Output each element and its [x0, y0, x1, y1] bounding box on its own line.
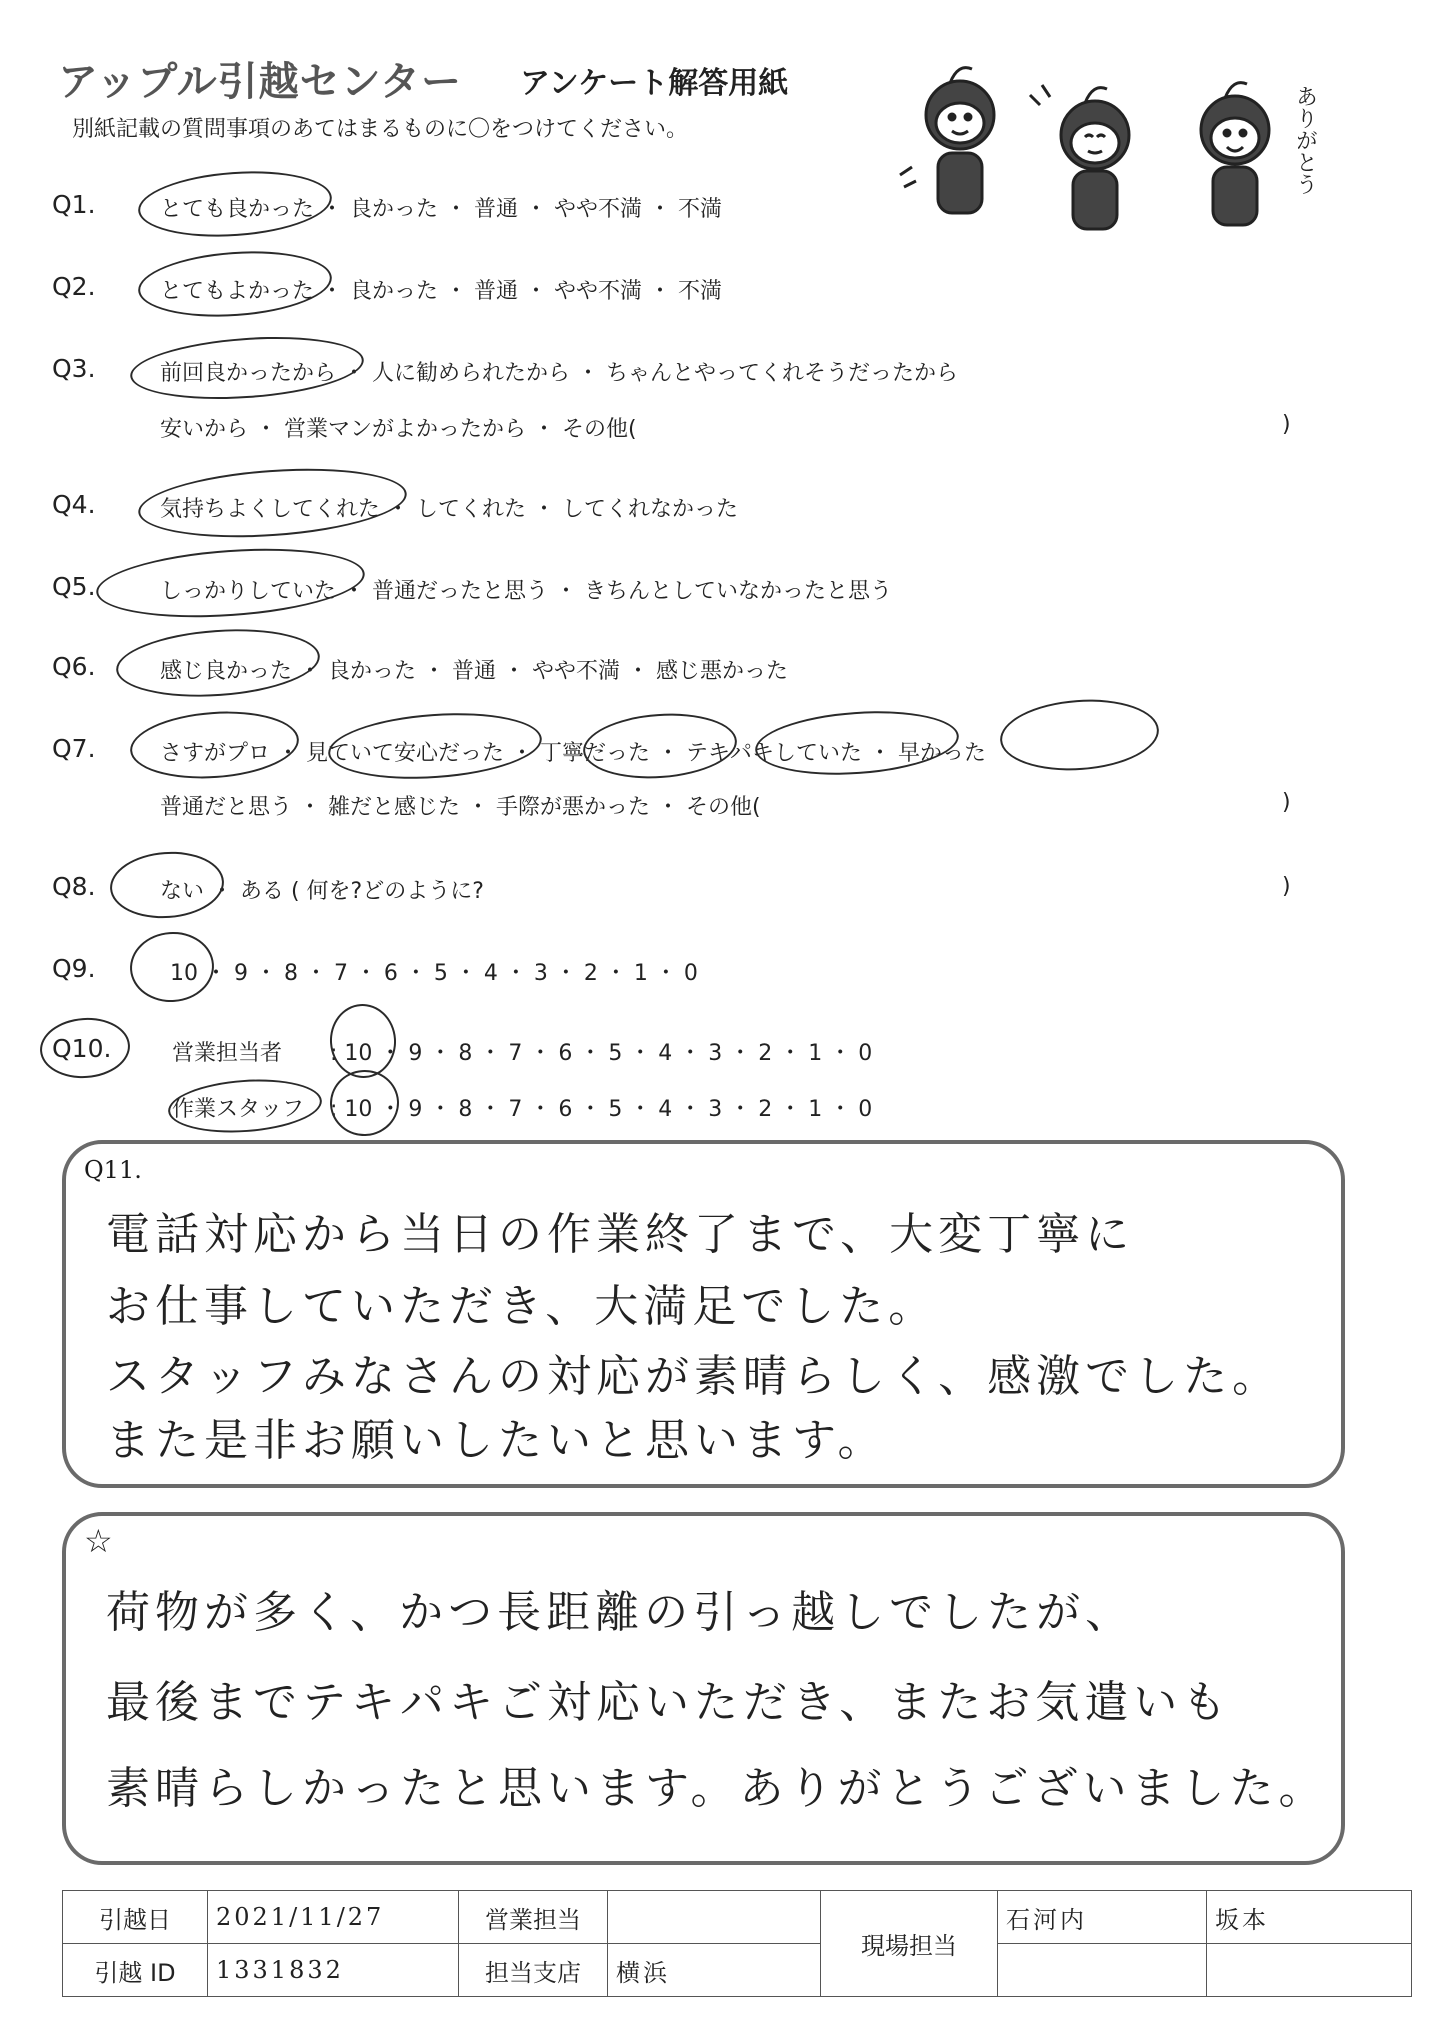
instruction-text: 別紙記載の質問事項のあてはまるものに〇をつけてください。 — [72, 117, 689, 142]
q11-comment-box — [62, 1140, 1345, 1488]
answer-circle — [128, 706, 301, 784]
q10-staff-label: 作業スタッフ — [172, 1097, 305, 1122]
q7-paren-close: ) — [1282, 790, 1291, 815]
answer-circle — [136, 245, 334, 322]
q8-label: Q8. — [52, 872, 96, 901]
answer-circle — [128, 330, 366, 406]
q8-paren-close: ) — [1282, 874, 1291, 899]
form-subtitle: アンケート解答用紙 — [520, 66, 789, 101]
q7-options-line1: さすがプロ ・ 見ていて安心だった ・ 丁寧だった ・ テキパキしていた ・ 早かった — [160, 741, 986, 766]
footer-info-table — [62, 1890, 1412, 1997]
answer-circle — [108, 848, 226, 922]
q5-options: しっかりしていた ・ 普通だったと思う ・ きちんとしていなかったと思う — [160, 579, 892, 604]
answer-circle — [326, 707, 544, 786]
q10-staff-scale: : 10 ・ 9 ・ 8 ・ 7 ・ 6 ・ 5 ・ 4 ・ 3 ・ 2 ・ 1 ・ 0 — [330, 1097, 873, 1122]
q4-options: 気持ちよくしてくれた ・ してくれた ・ してくれなかった — [160, 497, 738, 522]
brand-title: アップル引越センター — [58, 59, 462, 105]
answer-circle — [94, 541, 367, 626]
star-comment-line: 最後までテキパキご対応いただき、またお気遣いも — [106, 1677, 1232, 1728]
q11-line: また是非お願いしたいと思います。 — [106, 1415, 887, 1466]
answer-circle — [136, 461, 409, 546]
q7-label: Q7. — [52, 734, 96, 763]
q2-options: とてもよかった ・ 良かった ・ 普通 ・ やや不満 ・ 不満 — [160, 279, 722, 304]
q4-label: Q4. — [52, 490, 96, 519]
q10-sales-scale: : 10 ・ 9 ・ 8 ・ 7 ・ 6 ・ 5 ・ 4 ・ 3 ・ 2 ・ 1 ・ 0 — [330, 1041, 873, 1066]
star-comment-line: 素晴らしかったと思います。ありがとうございました。 — [106, 1763, 1328, 1814]
q11-line: お仕事していただき、大満足でした。 — [106, 1281, 938, 1332]
q8-options: ない ・ ある ( 何を?どのように? — [160, 879, 484, 904]
answer-circle — [166, 1075, 323, 1138]
answer-circle — [998, 695, 1161, 776]
answer-circle — [327, 1002, 398, 1080]
q10-label: Q10. — [52, 1034, 112, 1063]
answer-circle — [328, 1068, 401, 1139]
answer-circle — [128, 929, 217, 1005]
site-staff-label: 現場担当 — [821, 1891, 998, 1997]
q2-label: Q2. — [52, 272, 96, 301]
site-staff-2: 坂本 — [1207, 1891, 1412, 1944]
answer-circle — [38, 1015, 132, 1081]
move-date-label: 引越日 — [63, 1891, 208, 1944]
q3-label: Q3. — [52, 354, 96, 383]
sales-staff-label: 営業担当 — [459, 1891, 608, 1944]
q6-options: 感じ良かった ・ 良かった ・ 普通 ・ やや不満 ・ 感じ悪かった — [160, 659, 788, 684]
site-staff-empty-cell — [998, 1944, 1207, 1997]
q11-line: スタッフみなさんの対応が素晴らしく、感激でした。 — [106, 1351, 1282, 1402]
q6-label: Q6. — [52, 652, 96, 681]
q7-options-line2: 普通だと思う ・ 雑だと感じた ・ 手際が悪かった ・ その他( — [160, 795, 761, 820]
q9-label: Q9. — [52, 954, 96, 983]
branch-value: 横浜 — [608, 1944, 821, 1997]
sales-staff-value — [608, 1891, 821, 1944]
q1-label: Q1. — [52, 190, 96, 219]
answer-circle — [136, 165, 334, 242]
answer-circle — [581, 709, 739, 784]
mascot-caption: ありがとう — [1292, 85, 1318, 195]
star-comment-box — [62, 1512, 1345, 1865]
move-id-label: 引越 ID — [63, 1944, 208, 1997]
q3-paren-close: ) — [1282, 412, 1291, 437]
answer-circle — [753, 705, 961, 781]
q3-options-line2: 安いから ・ 営業マンがよかったから ・ その他( — [160, 417, 637, 442]
q10-sales-label: 営業担当者 — [172, 1041, 283, 1066]
move-date-value: 2021/11/27 — [208, 1891, 459, 1944]
site-staff-empty-cell — [1207, 1944, 1412, 1997]
q5-label: Q5. — [52, 572, 96, 601]
q1-options: とても良かった ・ 良かった ・ 普通 ・ やや不満 ・ 不満 — [160, 197, 722, 222]
move-id-value: 1331832 — [208, 1944, 459, 1997]
star-comment-line: 荷物が多く、かつ長距離の引っ越しでしたが、 — [106, 1587, 1135, 1638]
star-icon: ☆ — [84, 1522, 113, 1560]
mascot-illustration — [890, 55, 1340, 240]
branch-label: 担当支店 — [459, 1944, 608, 1997]
q3-options-line1: 前回良かったから ・ 人に勧められたから ・ ちゃんとやってくれそうだったから — [160, 361, 958, 386]
q11-line: 電話対応から当日の作業終了まで、大変丁寧に — [106, 1209, 1135, 1260]
q9-scale: 10 ・ 9 ・ 8 ・ 7 ・ 6 ・ 5 ・ 4 ・ 3 ・ 2 ・ 1 ・ 0 — [170, 961, 698, 986]
q11-label: Q11. — [84, 1156, 142, 1184]
site-staff-1: 石河内 — [998, 1891, 1207, 1944]
answer-circle — [114, 623, 322, 703]
